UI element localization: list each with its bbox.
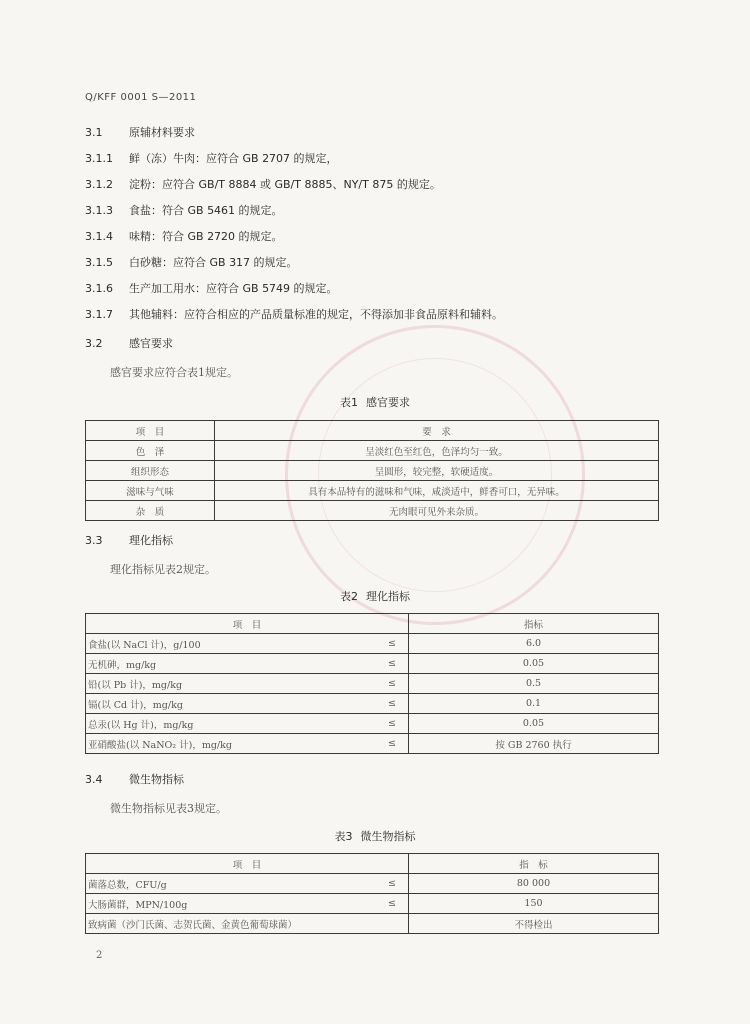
section-number: 3.4 bbox=[85, 773, 103, 786]
clause-number: 3.1.7 bbox=[85, 308, 113, 321]
clause-number: 3.1.3 bbox=[85, 204, 113, 217]
table-row bbox=[86, 481, 659, 501]
clause-number: 3.1.5 bbox=[85, 256, 113, 269]
clause-text: 味精：符合 GB 2720 的规定。 bbox=[129, 230, 283, 243]
value-cell: 0.05 bbox=[409, 714, 659, 734]
caption-number: 表3 bbox=[334, 830, 353, 843]
operator-cell: ≤ bbox=[376, 674, 409, 694]
table-row bbox=[86, 874, 659, 894]
value-cell: 0.1 bbox=[409, 694, 659, 714]
table-row bbox=[86, 654, 659, 674]
header-cell: 要 求 bbox=[215, 421, 659, 441]
table-header-row bbox=[86, 854, 659, 874]
clause-text: 白砂糖：应符合 GB 317 的规定。 bbox=[129, 256, 298, 269]
clause-text: 淀粉：应符合 GB/T 8884 或 GB/T 8885、NY/T 875 的规定。 bbox=[129, 178, 441, 191]
item-cell: 镉(以 Cd 计)，mg/kg bbox=[86, 694, 377, 714]
header-cell: 指标 bbox=[409, 614, 659, 634]
operator-cell: ≤ bbox=[376, 874, 409, 894]
clause-3-1-3 bbox=[85, 202, 283, 218]
section-title: 理化指标 bbox=[129, 534, 173, 547]
value-cell: 150 bbox=[409, 894, 659, 914]
page-number: 2 bbox=[96, 950, 103, 961]
section-3-2-heading bbox=[85, 335, 173, 351]
item-cell: 滋味与气味 bbox=[86, 481, 215, 501]
requirement-cell: 无肉眼可见外来杂质。 bbox=[215, 501, 659, 521]
table3-caption bbox=[0, 828, 750, 844]
table-row bbox=[86, 894, 659, 914]
table-row bbox=[86, 634, 659, 654]
header-cell: 项 目 bbox=[86, 421, 215, 441]
item-cell: 杂 质 bbox=[86, 501, 215, 521]
operator-cell: ≤ bbox=[376, 634, 409, 654]
operator-cell: ≤ bbox=[376, 714, 409, 734]
item-cell: 菌落总数，CFU/g bbox=[86, 874, 377, 894]
table-row bbox=[86, 714, 659, 734]
table-row bbox=[86, 674, 659, 694]
clause-text: 食盐：符合 GB 5461 的规定。 bbox=[129, 204, 283, 217]
value-cell: 按 GB 2760 执行 bbox=[409, 734, 659, 754]
table-row bbox=[86, 441, 659, 461]
section-number: 3.3 bbox=[85, 534, 103, 547]
caption-number: 表1 bbox=[340, 396, 358, 409]
section-title: 感官要求 bbox=[129, 337, 173, 350]
header-cell: 项 目 bbox=[86, 854, 409, 874]
section-title: 原辅材料要求 bbox=[129, 126, 195, 139]
caption-title: 感官要求 bbox=[366, 396, 410, 409]
item-cell: 总汞(以 Hg 计)，mg/kg bbox=[86, 714, 377, 734]
operator-cell: ≤ bbox=[376, 654, 409, 674]
operator-cell bbox=[376, 914, 409, 934]
section-3-2-paragraph: 感官要求应符合表1规定。 bbox=[110, 366, 238, 379]
table-row bbox=[86, 734, 659, 754]
clause-text: 生产加工用水：应符合 GB 5749 的规定。 bbox=[129, 282, 338, 295]
clause-number: 3.1.6 bbox=[85, 282, 113, 295]
clause-3-1-6 bbox=[85, 280, 338, 296]
item-cell: 致病菌（沙门氏菌、志贺氏菌、金黄色葡萄球菌） bbox=[86, 914, 377, 934]
section-3-4-paragraph: 微生物指标见表3规定。 bbox=[110, 802, 227, 815]
caption-title: 理化指标 bbox=[366, 590, 410, 603]
table-row bbox=[86, 914, 659, 934]
clause-number: 3.1.1 bbox=[85, 152, 113, 165]
table1-caption bbox=[0, 394, 750, 410]
clause-3-1-4 bbox=[85, 228, 283, 244]
requirement-cell: 呈淡红色至红色，色泽均匀一致。 bbox=[215, 441, 659, 461]
table-row bbox=[86, 501, 659, 521]
standard-code-header: Q/KFF 0001 S—2011 bbox=[85, 92, 197, 103]
item-cell: 色 泽 bbox=[86, 441, 215, 461]
operator-cell: ≤ bbox=[376, 694, 409, 714]
value-cell: 不得检出 bbox=[409, 914, 659, 934]
clause-number: 3.1.4 bbox=[85, 230, 113, 243]
value-cell: 0.5 bbox=[409, 674, 659, 694]
requirement-cell: 呈圆形，较完整，软硬适度。 bbox=[215, 461, 659, 481]
value-cell: 6.0 bbox=[409, 634, 659, 654]
item-cell: 铅(以 Pb 计)，mg/kg bbox=[86, 674, 377, 694]
value-cell: 0.05 bbox=[409, 654, 659, 674]
section-3-1-heading bbox=[85, 124, 195, 140]
item-cell: 食盐(以 NaCl 计)，g/100 bbox=[86, 634, 377, 654]
section-3-3-paragraph: 理化指标见表2规定。 bbox=[110, 563, 216, 576]
clause-text: 鲜（冻）牛肉：应符合 GB 2707 的规定， bbox=[129, 152, 338, 165]
microbiological-table bbox=[85, 853, 659, 934]
physicochemical-table bbox=[85, 613, 659, 754]
requirement-cell: 具有本品特有的滋味和气味，咸淡适中，鲜香可口，无异味。 bbox=[215, 481, 659, 501]
operator-cell: ≤ bbox=[376, 734, 409, 754]
table-header-row bbox=[86, 614, 659, 634]
clause-3-1-7 bbox=[85, 306, 503, 322]
section-number: 3.1 bbox=[85, 126, 103, 139]
table-row bbox=[86, 694, 659, 714]
section-3-4-heading bbox=[85, 771, 184, 787]
item-cell: 大肠菌群，MPN/100g bbox=[86, 894, 377, 914]
caption-title: 微生物指标 bbox=[360, 830, 416, 843]
section-number: 3.2 bbox=[85, 337, 103, 350]
item-cell: 组织形态 bbox=[86, 461, 215, 481]
value-cell: 80 000 bbox=[409, 874, 659, 894]
clause-3-1-5 bbox=[85, 254, 298, 270]
item-cell: 无机砷，mg/kg bbox=[86, 654, 377, 674]
clause-number: 3.1.2 bbox=[85, 178, 113, 191]
section-3-3-heading bbox=[85, 532, 173, 548]
clause-text: 其他辅料：应符合相应的产品质量标准的规定，不得添加非食品原料和辅料。 bbox=[129, 308, 503, 321]
header-cell: 项 目 bbox=[86, 614, 409, 634]
table-row bbox=[86, 461, 659, 481]
caption-number: 表2 bbox=[340, 590, 358, 603]
sensory-requirements-table bbox=[85, 420, 659, 521]
table-header-row bbox=[86, 421, 659, 441]
table2-caption bbox=[0, 588, 750, 604]
item-cell: 亚硝酸盐(以 NaNO₂ 计)，mg/kg bbox=[86, 734, 377, 754]
clause-3-1-1 bbox=[85, 150, 338, 166]
clause-3-1-2 bbox=[85, 176, 441, 192]
operator-cell: ≤ bbox=[376, 894, 409, 914]
section-title: 微生物指标 bbox=[129, 773, 184, 786]
header-cell: 指 标 bbox=[409, 854, 659, 874]
